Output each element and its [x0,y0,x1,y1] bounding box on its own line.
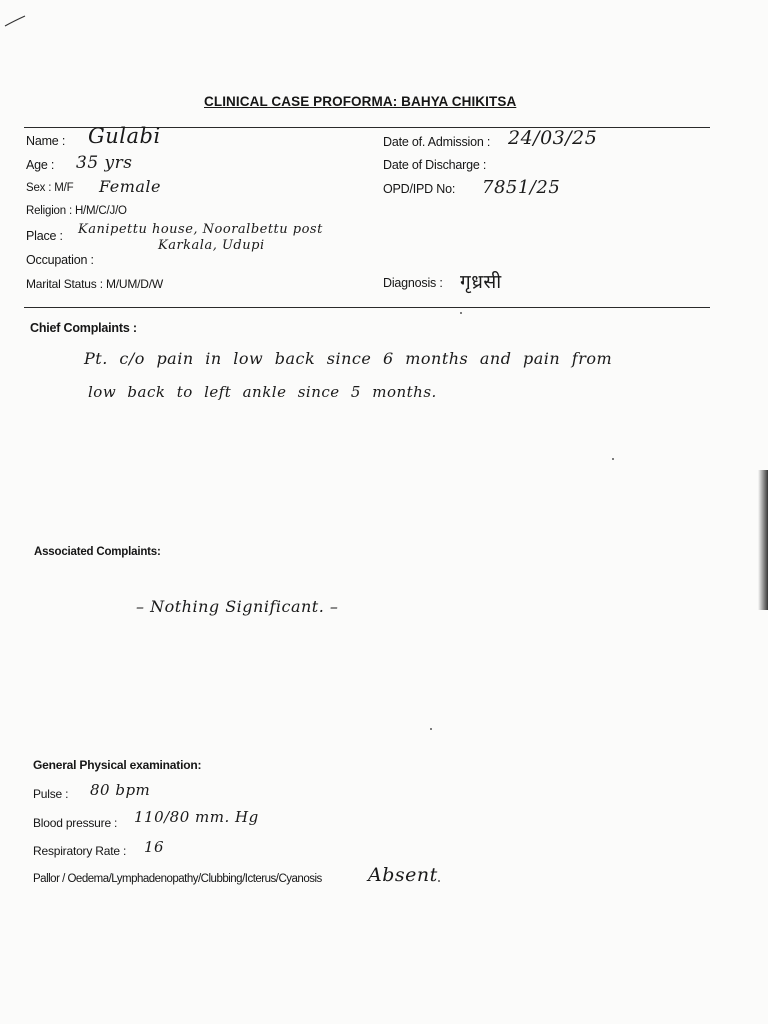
place-value-line1: Kanipettu house, Nooralbettu post [78,222,323,237]
age-value: 35 yrs [76,153,133,173]
blood-pressure-label: Blood pressure : [33,816,118,830]
chief-complaints-line1: Pt. c/o pain in low back since 6 months and pain from [84,349,613,368]
scan-speck [438,880,440,882]
pulse-value: 80 bpm [90,781,151,799]
scan-edge-shadow [758,470,768,610]
name-label: Name : [26,134,66,148]
opd-ipd-label: OPD/IPD No: [383,182,456,196]
general-exam-heading: General Physical examination: [33,758,202,772]
admission-date-value: 24/03/25 [508,127,598,149]
physical-signs-label: Pallor / Oedema/Lymphadenopathy/Clubbing/Icterus/Cyanosis [33,873,322,885]
sex-label: Sex : M/F [26,182,74,194]
pulse-label: Pulse : [33,787,69,801]
blood-pressure-value: 110/80 mm. Hg [134,808,259,826]
chief-complaints-line2: low back to left ankle since 5 months. [88,383,437,401]
diagnosis-label: Diagnosis : [383,276,443,290]
place-value-line2: Karkala, Udupi [158,238,265,253]
diagnosis-value: गृध्रसी [460,271,502,293]
opd-ipd-value: 7851/25 [482,177,561,198]
pen-mark [4,14,26,33]
header-divider [24,307,710,308]
respiratory-rate-label: Respiratory Rate : [33,844,127,858]
sex-value: Female [99,177,161,196]
occupation-label: Occupation : [26,253,94,267]
associated-complaints-value: – Nothing Significant. – [136,597,339,616]
name-value: Gulabi [88,124,161,148]
place-label: Place : [26,229,63,243]
scan-speck [612,458,614,460]
physical-signs-value: Absent [368,864,438,886]
marital-status-label: Marital Status : M/UM/D/W [26,277,164,291]
chief-complaints-heading: Chief Complaints : [30,321,137,335]
associated-complaints-heading: Associated Complaints: [34,546,161,558]
discharge-date-label: Date of Discharge : [383,158,487,172]
respiratory-rate-value: 16 [144,838,165,856]
religion-label: Religion : H/M/C/J/O [26,205,127,217]
scan-speck [460,312,462,314]
page-title: CLINICAL CASE PROFORMA: BAHYA CHIKITSA [204,94,517,109]
scan-speck [430,728,432,730]
age-label: Age : [26,158,55,172]
admission-date-label: Date of. Admission : [383,135,491,149]
